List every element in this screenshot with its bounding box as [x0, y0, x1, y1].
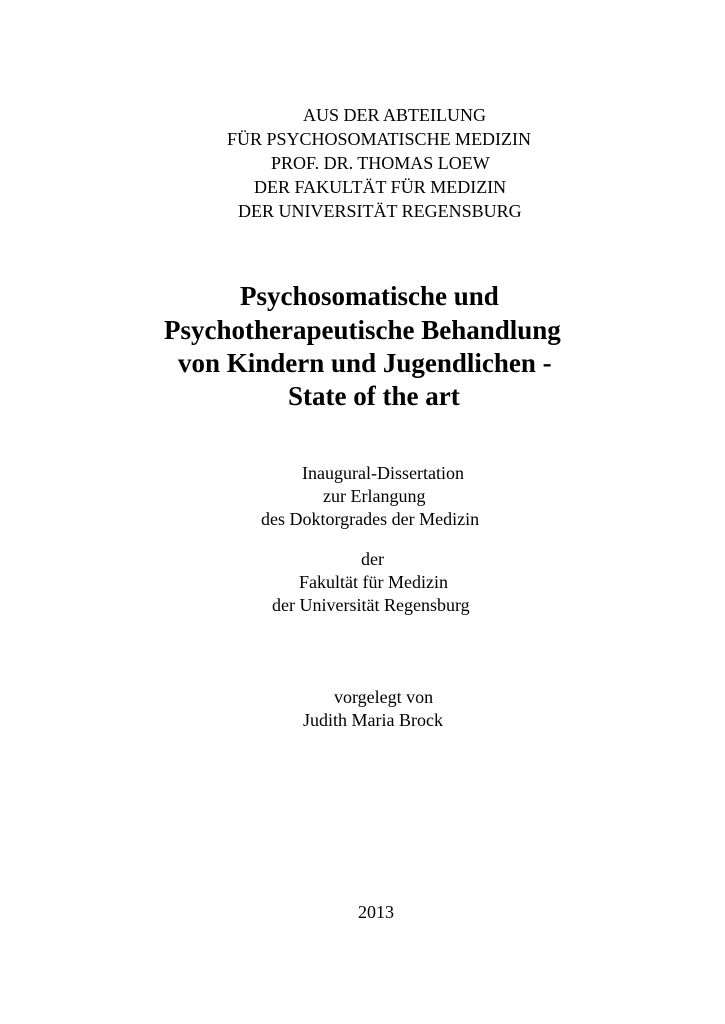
- thesis-title-line-3: von Kindern und Jugendlichen -: [178, 348, 552, 378]
- faculty-line-1: der: [361, 549, 384, 569]
- year: 2013: [358, 902, 394, 922]
- department-line-2: FÜR PSYCHOSOMATISCHE MEDIZIN: [227, 129, 532, 149]
- dissertation-line-2: zur Erlangung: [323, 486, 426, 506]
- dissertation-line-1: Inaugural-Dissertation: [302, 463, 464, 483]
- dissertation-line-3: des Doktorgrades der Medizin: [261, 509, 480, 529]
- department-line-3: PROF. DR. THOMAS LOEW: [271, 153, 490, 173]
- department-line-5: DER UNIVERSITÄT REGENSBURG: [238, 201, 522, 221]
- submitted-by-label: vorgelegt von: [334, 687, 434, 707]
- faculty-line-2: Fakultät für Medizin: [299, 572, 448, 592]
- thesis-title-line-2: Psychotherapeutische Behandlung: [164, 315, 561, 345]
- thesis-title-line-1: Psychosomatische und: [240, 281, 499, 311]
- faculty-line-3: der Universität Regensburg: [272, 595, 470, 615]
- department-line-4: DER FAKULTÄT FÜR MEDIZIN: [254, 177, 507, 197]
- author-name: Judith Maria Brock: [303, 710, 443, 730]
- department-line-1: AUS DER ABTEILUNG: [303, 105, 486, 125]
- thesis-title-line-4: State of the art: [288, 381, 460, 411]
